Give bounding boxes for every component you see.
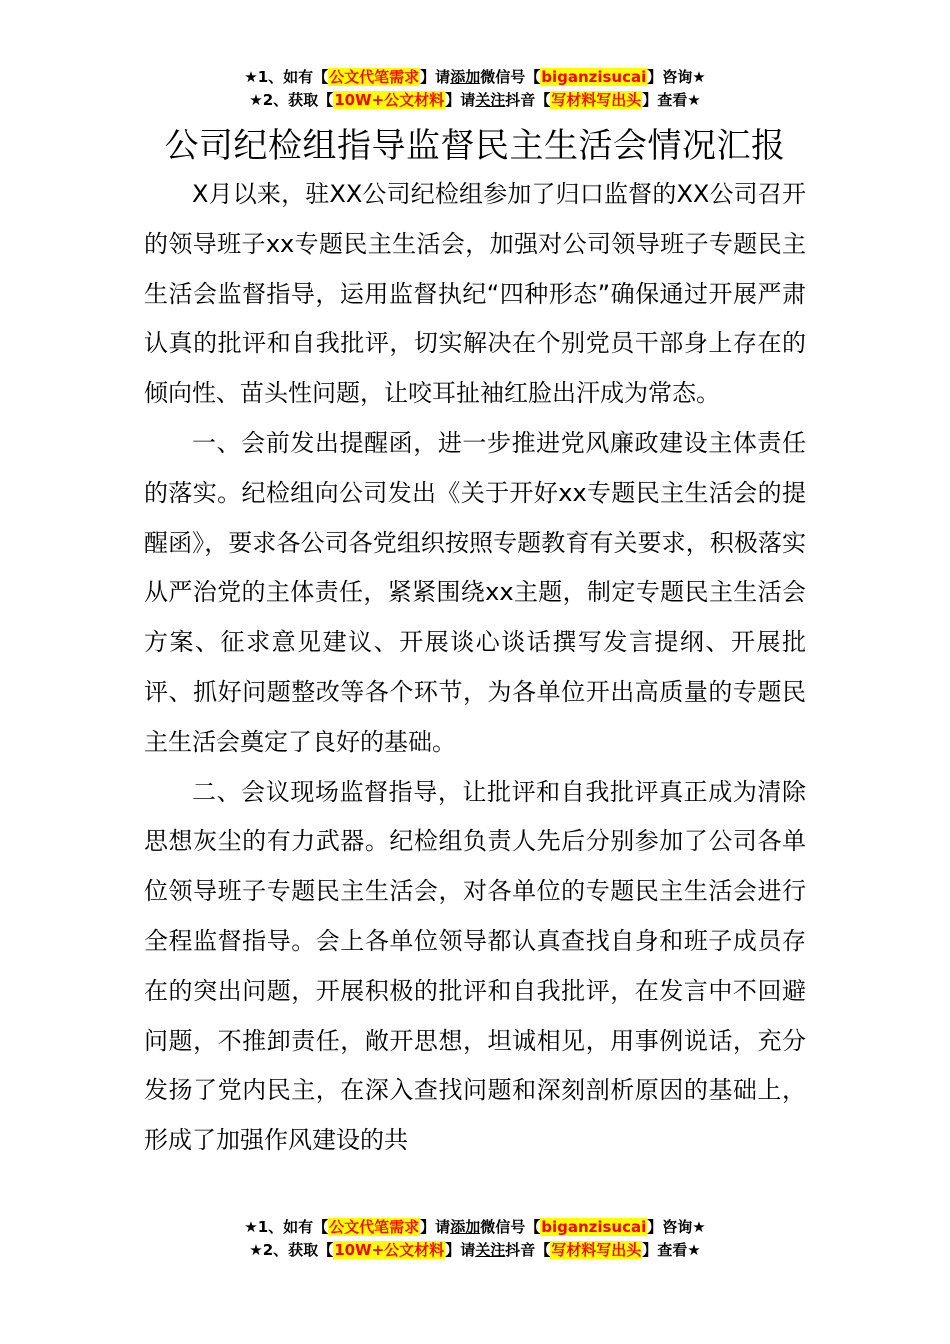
promo-line-2 <box>0 1239 950 1262</box>
promo-line-2-highlight-materials: 10W+公文材料 <box>334 1241 445 1259</box>
body-paragraph-section-1: 一、会前发出提醒函，进一步推进党风廉政建设主体责任的落实。纪检组向公司发出《关于开好xx专题民主生活会的提醒函》，要求各公司各党组织按照专题教育有关要求，积极落实从严治党的主体责任，紧紧围绕xx主题，制定专题民主生活会方案、征求意见建议、开展谈心谈话撰写发言提纲、开展批评、抓好问题整改等各个环节，为各单位开出高质量的专题民主生活会奠定了良好的基础。 <box>144 428 806 756</box>
promo-line-1-mid: 】请 <box>420 68 451 86</box>
promo-line-1-underlined: 添加 <box>450 1218 481 1236</box>
promo-line-2-prefix: ★2、获取【 <box>249 91 334 109</box>
promo-line-1 <box>0 66 950 89</box>
promo-line-1-prefix: ★1、如有【 <box>244 1218 329 1236</box>
promo-line-1-suffix: 】咨询★ <box>647 68 706 86</box>
promo-line-2 <box>0 89 950 112</box>
promo-line-2-mid2: 抖音【 <box>505 1241 551 1259</box>
promo-line-1-highlight-wechat: biganzisucai <box>541 1218 647 1236</box>
promo-line-1-highlight-service: 公文代笔需求 <box>329 1218 420 1236</box>
promo-line-2-suffix: 】查看★ <box>642 1241 701 1259</box>
promo-line-2-mid: 】请 <box>445 1241 476 1259</box>
body-paragraph-section-2: 二、会议现场监督指导，让批评和自我批评真正成为清除思想灰尘的有力武器。纪检组负责人先后分别参加了公司各单位领导班子专题民主生活会，对各单位的专题民主生活会进行全程监督指导。会上各单位领导都认真查找自身和班子成员存在的突出问题，开展积极的批评和自我批评，在发言中不回避问题，不推卸责任，敞开思想，坦诚相见，用事例说话，充分发扬了党内民主，在深入查找问题和深刻剖析原因的基础上，形成了加强作风建设的共 <box>144 777 806 1155</box>
promo-line-2-mid2: 抖音【 <box>505 91 551 109</box>
promo-line-1-mid: 】请 <box>420 1218 451 1236</box>
promo-line-1-mid2: 微信号【 <box>480 1218 541 1236</box>
promo-line-1 <box>0 1216 950 1239</box>
body-paragraph-intro: X月以来，驻XX公司纪检组参加了归口监督的XX公司召开的领导班子xx专题民主生活会，加强对公司领导班子专题民主生活会监督指导，运用监督执纪“四种形态”确保通过开展严肃认真的批评和自我批评，切实解决在个别党员干部身上存在的倾向性、苗头性问题，让咬耳扯袖红脸出汗成为常态。 <box>144 180 806 408</box>
promo-line-1-highlight-wechat: biganzisucai <box>541 68 647 86</box>
promo-line-1-prefix: ★1、如有【 <box>244 68 329 86</box>
promo-line-1-suffix: 】咨询★ <box>647 1218 706 1236</box>
promo-line-2-highlight-materials: 10W+公文材料 <box>334 91 445 109</box>
promo-line-2-mid: 】请 <box>445 91 476 109</box>
footer-promo-banner <box>0 1216 950 1262</box>
promo-line-2-underlined: 关注 <box>475 1241 506 1259</box>
header-promo-banner <box>0 66 950 112</box>
promo-line-1-mid2: 微信号【 <box>480 68 541 86</box>
promo-line-2-highlight-douyin: 写材料写出头 <box>551 1241 642 1259</box>
promo-line-2-prefix: ★2、获取【 <box>249 1241 334 1259</box>
promo-line-2-underlined: 关注 <box>475 91 506 109</box>
promo-line-2-suffix: 】查看★ <box>642 91 701 109</box>
document-body <box>144 170 806 1166</box>
promo-line-2-highlight-douyin: 写材料写出头 <box>551 91 642 109</box>
document-title: 公司纪检组指导监督民主生活会情况汇报 <box>164 126 786 166</box>
promo-line-1-underlined: 添加 <box>450 68 481 86</box>
promo-line-1-highlight-service: 公文代笔需求 <box>329 68 420 86</box>
